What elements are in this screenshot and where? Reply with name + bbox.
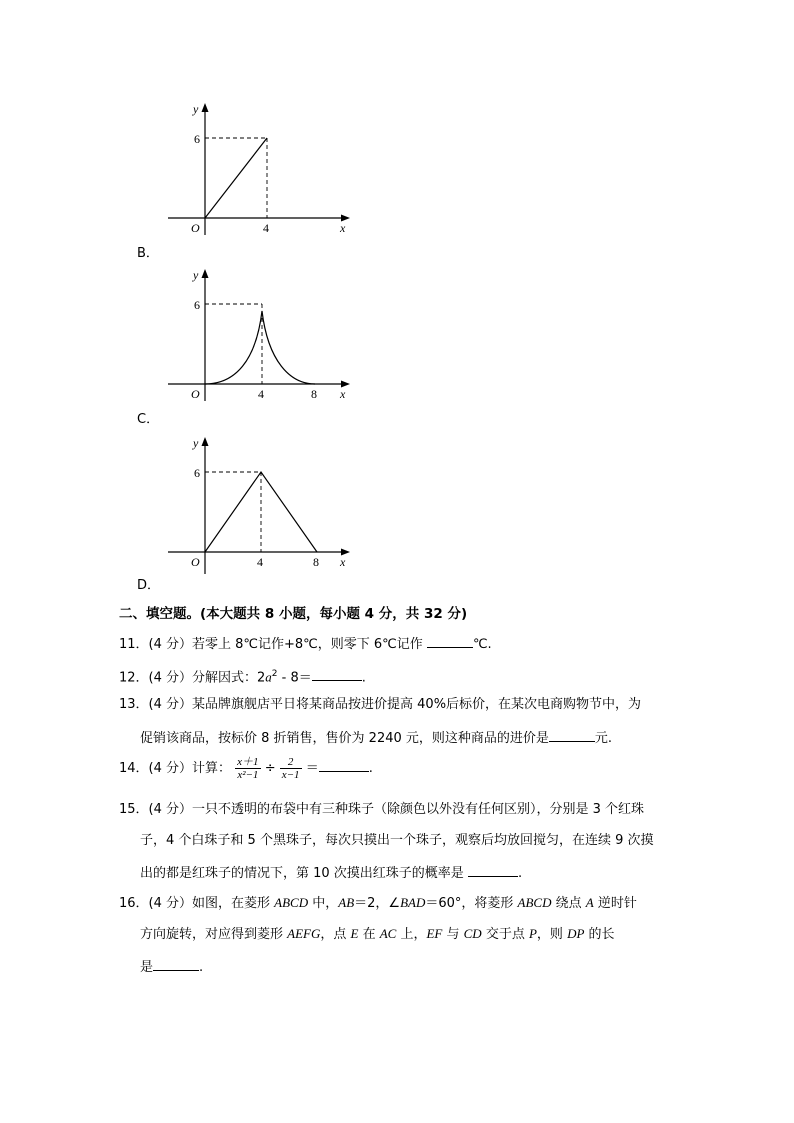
q14-f1-den: x²−1 <box>237 769 259 781</box>
q16-t8: ABCD <box>517 895 552 910</box>
graph-c-x-tick-8: 8 <box>311 387 317 401</box>
graph-c-origin: O <box>191 387 200 401</box>
graph-c-x-label: x <box>340 387 346 401</box>
q12-suffix: . <box>361 670 366 686</box>
q14-f2-num: 2 <box>280 756 302 769</box>
q16-t15: E <box>350 926 359 941</box>
q12-var: a <box>265 669 272 685</box>
q13-text: 促销该商品，按标价 8 折销售，售价为 2240 元，则这种商品的进价是 <box>140 731 549 746</box>
q12-exp: 2 <box>271 669 278 679</box>
q13-answer-blank[interactable] <box>549 728 595 742</box>
graph-b-y-arrow <box>202 103 209 112</box>
graph-d-y-tick: 6 <box>194 466 200 480</box>
graph-b-y-tick: 6 <box>194 132 200 146</box>
graph-d-x-label: x <box>340 555 346 569</box>
q16-t1: 16．(4 分）如图，在菱形 <box>119 896 275 911</box>
question-16-line-2 <box>140 925 615 944</box>
q14-equals: ＝ <box>305 761 319 776</box>
q16-t4: AB <box>338 895 355 910</box>
q14-f2-den: x−1 <box>281 769 300 781</box>
q16-t7: ＝60°，将菱形 <box>425 896 518 911</box>
q12-text: 12．(4 分）分解因式：2 <box>119 670 266 686</box>
graph-b-origin: O <box>191 221 200 235</box>
q15-suffix: . <box>517 866 523 881</box>
graph-c <box>160 266 360 406</box>
graph-b <box>160 100 360 240</box>
q11-suffix: ℃. <box>472 637 492 652</box>
q16-suffix: . <box>199 960 204 975</box>
q12-answer-blank[interactable] <box>312 667 362 681</box>
question-12 <box>119 665 366 687</box>
q16-t17: AC <box>379 926 397 941</box>
q14-suffix: . <box>368 761 373 776</box>
question-13-line-1: 13．(4 分）某品牌旗舰店平日将某商品按进价提高 40%后标价，在某次电商购物节中，为 <box>119 697 642 712</box>
q15-answer-blank[interactable] <box>468 863 518 877</box>
q16-t10: A <box>585 895 594 910</box>
graph-b-x-tick-4: 4 <box>263 221 269 235</box>
q15-text: 出的都是红珠子的情况下，第 10 次摸出红珠子的概率是 <box>140 866 464 881</box>
q14-f1-num: x＋1 <box>237 756 259 768</box>
graph-d-y-label: y <box>193 436 199 450</box>
q16-t26: 的长 <box>584 927 615 942</box>
graph-d-x-tick-4: 4 <box>257 555 263 569</box>
graph-d <box>160 434 360 574</box>
graph-c-curve <box>205 311 315 384</box>
graph-c-y-label: y <box>193 268 199 282</box>
graph-c-y-arrow <box>202 269 209 278</box>
q14-fraction-1 <box>235 756 260 781</box>
q16-t25: DP <box>567 926 585 941</box>
q13-suffix: 元. <box>594 731 613 746</box>
q16-t11: 逆时针 <box>593 896 637 911</box>
q16-t14: ，点 <box>320 927 351 942</box>
q16-t27: 是 <box>140 960 154 975</box>
graph-b-y-label: y <box>193 102 199 116</box>
q16-t22: 交于点 <box>481 927 529 942</box>
q16-t18: 上， <box>396 927 427 942</box>
q16-t2: ABCD <box>274 895 309 910</box>
q14-answer-blank[interactable] <box>319 758 369 772</box>
q16-t5: ＝2，∠ <box>354 896 401 911</box>
question-14 <box>119 752 373 786</box>
q16-t23: P <box>528 926 537 941</box>
graph-c-x-tick-4: 4 <box>258 387 264 401</box>
option-d-label: D． <box>137 578 161 593</box>
q16-t19: EF <box>426 926 443 941</box>
q16-t21: CD <box>463 926 482 941</box>
q11-text: 11．(4 分）若零上 8℃记作+8℃，则零下 6℃记作 <box>119 637 423 652</box>
q16-t9: 绕点 <box>551 896 586 911</box>
q14-text: 14．(4 分）计算： <box>119 761 232 776</box>
option-c-label: C． <box>137 412 160 427</box>
q16-t12: 方向旋转，对应得到菱形 <box>140 927 288 942</box>
graph-b-x-label: x <box>340 221 346 235</box>
question-16-line-3 <box>140 957 203 977</box>
question-15-line-1: 15．(4 分）一只不透明的布袋中有三种珠子（除颜色以外没有任何区别），分别是 3 个红珠 <box>119 802 645 817</box>
question-15-line-3 <box>140 863 522 883</box>
q14-divide: ÷ <box>264 761 276 776</box>
q14-fraction-2 <box>280 756 302 781</box>
graph-d-y-arrow <box>202 437 209 446</box>
graph-d-curve <box>205 472 317 552</box>
question-16-line-1 <box>119 894 637 913</box>
option-b-label: B． <box>137 246 159 261</box>
graph-d-x-tick-8: 8 <box>313 555 319 569</box>
q16-t13: AEFG <box>287 926 321 941</box>
question-15-line-2: 子，4 个白珠子和 5 个黑珠子，每次只摸出一个珠子，观察后均放回搅匀，在连续 9 次摸 <box>140 833 654 848</box>
q11-answer-blank[interactable] <box>427 634 473 648</box>
graph-d-origin: O <box>191 555 200 569</box>
section-2-title: 二、填空题。(本大题共 8 小题，每小题 4 分，共 32 分) <box>119 606 468 622</box>
q16-t6: BAD <box>400 895 426 910</box>
q12-mid: - 8＝ <box>277 670 312 686</box>
q16-t20: 与 <box>442 927 464 942</box>
q16-answer-blank[interactable] <box>153 957 199 971</box>
question-11 <box>119 634 492 654</box>
q16-t16: 在 <box>358 927 380 942</box>
q16-t3: 中， <box>308 896 339 911</box>
graph-b-curve <box>205 138 267 218</box>
q16-t24: ，则 <box>536 927 568 942</box>
graph-c-y-tick: 6 <box>194 298 200 312</box>
question-13-line-2 <box>140 728 612 748</box>
